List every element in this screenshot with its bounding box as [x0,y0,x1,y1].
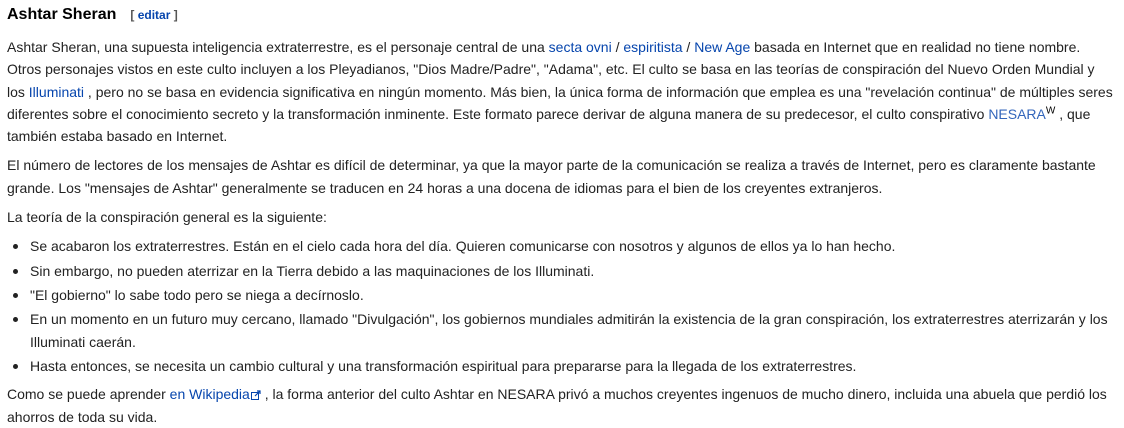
link-nesara[interactable]: NESARA [988,105,1046,122]
paragraph-readership: El número de lectores de los mensajes de Ashtar es difícil de determinar, ya que la mayor parte de la comunicación se realiza a través de Internet, pero es claramente bastante grande. Los "mensajes de Ashtar" generalmente se traducen en 24 horas a una docena de idiomas para el bien de los creyentes extranjeros. [7,157,1096,196]
bullet-dot-icon [13,364,18,369]
conclusion-text-1: Como se puede aprender [7,386,170,403]
page-title: Ashtar Sheran [7,6,117,23]
list-item [30,308,1116,353]
edit-bracket-open: [ [130,8,135,22]
intro-text-4: , que también estaba basado en Internet. [7,105,1091,145]
edit-link[interactable]: editar [137,8,171,22]
intro-text-2: basada en Internet que en realidad no tiene nombre. Otros personajes vistos en este culto incluyen a los Pleyadianos, "Dios Madre/Padre", "Adama", etc. El culto se basa en las teorías de conspiración del Nuevo Orden Mundial y los [7,39,1095,100]
section-heading [7,2,1116,28]
list-item-text: Hasta entonces, se necesita un cambio cultural y una transformación espiritual para prepararse para la llegada de los extraterrestres. [30,357,857,374]
bullet-dot-icon [13,293,18,298]
paragraph-conclusion [7,383,1116,428]
list-item [30,284,1116,306]
link-en-wikipedia-label: en Wikipedia [169,386,250,403]
list-item-text: Sin embargo, no pueden aterrizar en la Tierra debido a las maquinaciones de los Illuminati. [30,262,595,279]
list-item [30,235,1116,257]
list-item-text: Se acabaron los extraterrestres. Están en el cielo cada hora del día. Quieren comunicarse con nosotros y algunos de ellos ya lo han hecho. [30,238,896,255]
article-content [0,2,1124,428]
edit-section [130,8,177,22]
link-separator: / [682,39,695,55]
list-item-text: En un momento en un futuro muy cercano, llamado "Divulgación", los gobiernos mundiales admitirán la existencia de la gran conspiración, los extraterrestres aterrizarán y los Illuminati caerán. [30,311,1108,350]
list-item [30,355,1116,377]
paragraph-theory-intro: La teoría de la conspiración general es la siguiente: [7,209,327,226]
intro-text-1: Ashtar Sheran, una supuesta inteligencia extraterrestre, es el personaje central de una [7,39,549,55]
link-illuminati[interactable]: Illuminati [28,83,85,100]
link-separator: / [611,39,624,55]
bullet-dot-icon [13,269,18,274]
link-en-wikipedia[interactable] [170,386,261,402]
link-new-age[interactable]: New Age [694,39,751,55]
edit-bracket-close: ] [173,8,178,22]
intro-text-3: , pero no se basa en evidencia significativa en ningún momento. Más bien, la única forma de información que emplea es una "revelación continua" de múltiples seres diferentes sobre el conocimiento secreto y la transformación inminente. Este formato parece derivar de alguna manera de su predecesor, el culto conspirativo [7,83,1113,122]
external-link-icon [251,390,261,400]
list-item-text: "El gobierno" lo sabe todo pero se niega a decírnoslo. [30,286,364,303]
wikipedia-marker: W [1045,105,1056,117]
bullet-dot-icon [13,317,18,322]
paragraph-intro [7,36,1116,147]
link-secta-ovni[interactable]: secta ovni [548,39,612,55]
link-espiritista[interactable]: espiritista [623,39,683,55]
list-item [30,260,1116,282]
bullet-dot-icon [13,244,18,249]
theory-list [7,235,1116,377]
conclusion-text-2: , la forma anterior del culto Ashtar en NESARA privó a muchos creyentes ingenuos de mucho dinero, incluida una abuela que perdió los ahorros de toda su vida. [7,386,1107,425]
